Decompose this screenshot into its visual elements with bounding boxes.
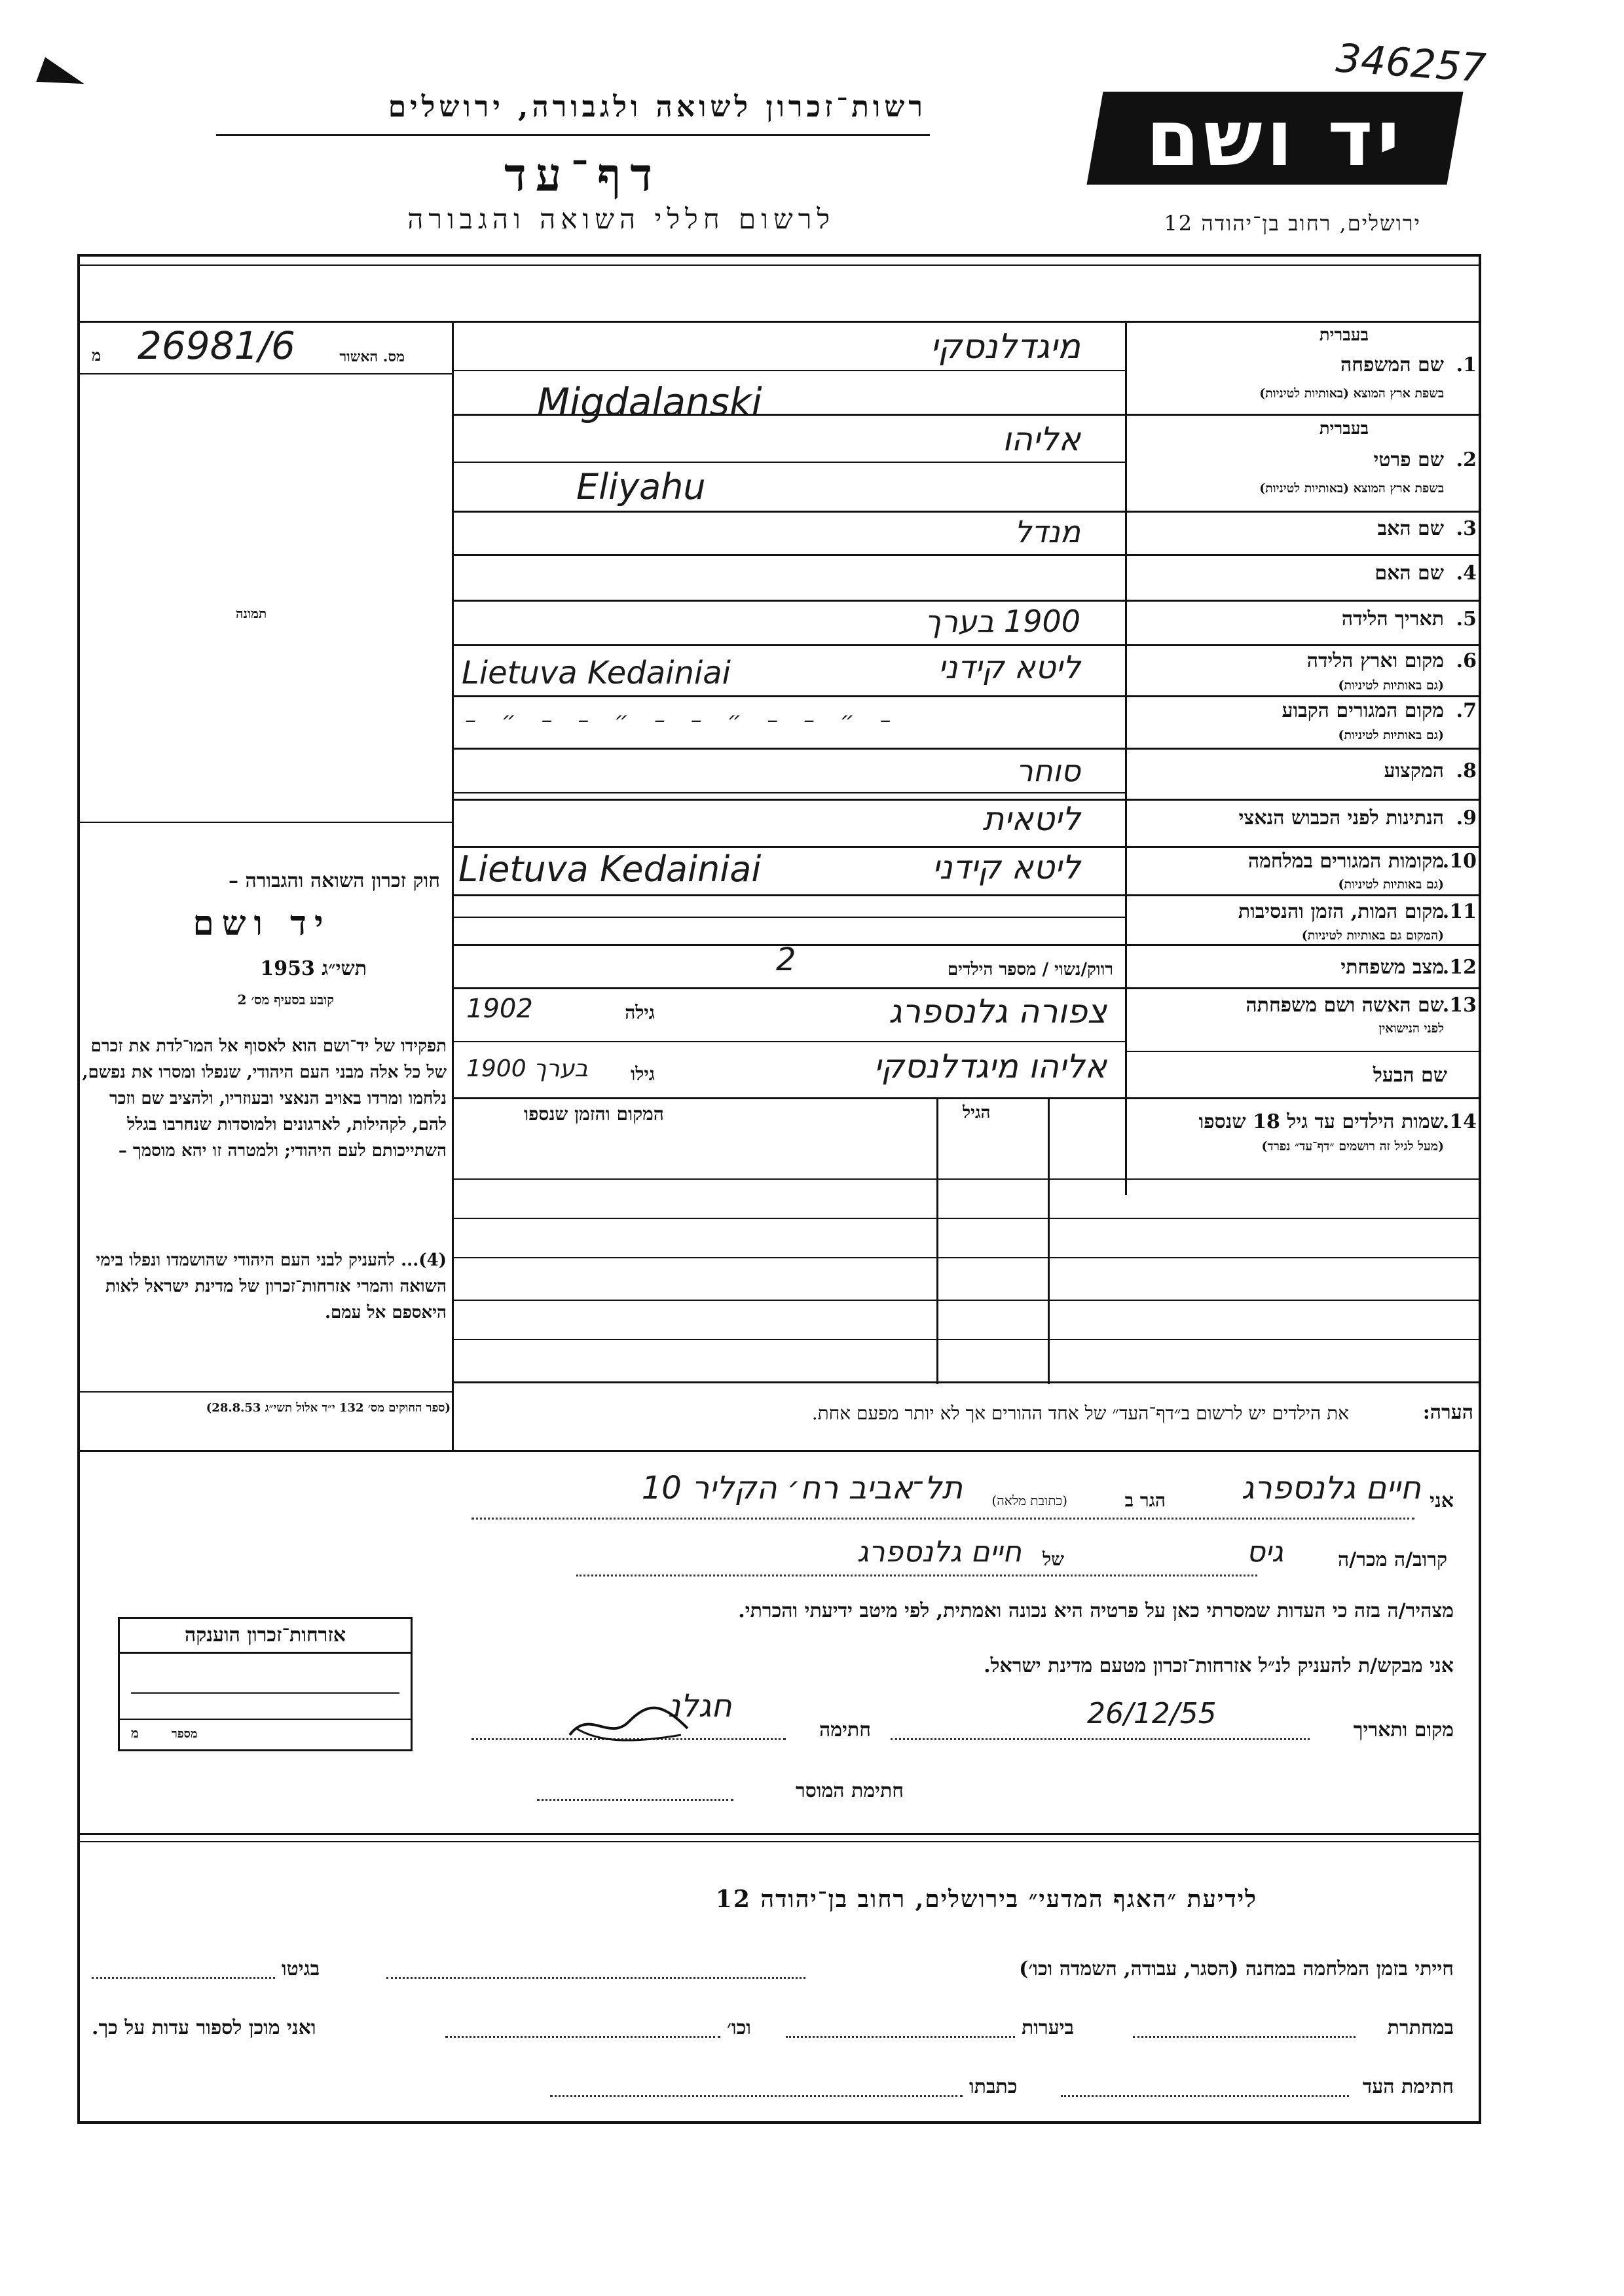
f5-value: 1900 בערך [925, 604, 1080, 639]
f13-wife-age-label: גילה [625, 1002, 655, 1023]
form-subtitle: לרשום חללי השואה והגבורה [407, 203, 835, 235]
row9-bottom [452, 846, 1480, 848]
authority-title: רשות־זכרון לשואה ולגבורה, ירושלים [388, 90, 927, 124]
f5-label: תאריך הלידה [1341, 608, 1444, 630]
decl-signature-label: חתימה [819, 1719, 871, 1741]
decl-of-value: חיים גלנספרג [857, 1535, 1022, 1569]
f3-value: מנדל [1014, 514, 1080, 549]
row5-bottom [452, 644, 1480, 646]
f3-num: 3. [1456, 517, 1477, 540]
children-bottom [452, 1381, 1480, 1383]
f7-label: מקום המגורים הקבוע [1282, 699, 1444, 722]
corner-arrow-icon [36, 57, 88, 98]
husband-age-label: גילו [631, 1063, 655, 1085]
bottom-line3-dots1 [1061, 2095, 1349, 2097]
decl-statement1: מצהיר/ה בזה כי העדות שמסרתי כאן על פרטיה היא נכונה ואמתית, לפי מיטב ידיעתי והכרתי. [738, 1599, 1454, 1622]
decl-gar-b: הגר ב [1124, 1489, 1166, 1511]
signature-scribble [563, 1696, 694, 1748]
photo-label: תמונה [236, 606, 267, 621]
children-row4 [452, 1300, 1480, 1301]
f8-num: 8. [1456, 759, 1477, 782]
row11-bottom [452, 944, 1480, 946]
f6-label: מקום וארץ הלידה [1306, 649, 1444, 672]
frame-top [77, 254, 1480, 257]
f1-sub: בשפת ארץ המוצא (באותיות לטיניות) [1259, 386, 1444, 401]
decl-statement2: אני מבקש/ת להעניק לנ״ל אזרחות־זכרון מטעם מדינת ישראל. [984, 1654, 1454, 1677]
bottom-line2-mid2: וכו׳ [727, 2016, 751, 2039]
f11-label: מקום המות, הזמן והנסיבות [1238, 900, 1444, 923]
note-label: הערה: [1422, 1401, 1473, 1424]
f14-col-age: הגיל [963, 1103, 991, 1123]
children-row2 [452, 1218, 1480, 1219]
bottom-line1-dots [386, 1977, 805, 1979]
law-line1: חוק זכרון השואה והגבורה – [229, 869, 440, 892]
law-line4: קובע בסעיף מס׳ 2 [237, 992, 334, 1008]
decl-name: חיים גלנספרג [1241, 1470, 1421, 1506]
children-row3 [452, 1257, 1480, 1258]
decl-date-line [891, 1738, 1310, 1740]
citizenship-line2 [118, 1719, 413, 1720]
row12-bottom [452, 987, 1480, 989]
f7-num: 7. [1456, 699, 1477, 722]
row2-bottom [452, 511, 1480, 513]
f1-label: שם המשפחה [1340, 354, 1444, 376]
row1-bottom [452, 414, 1480, 416]
f10-num: 10. [1442, 850, 1477, 873]
bottom-line1-end [92, 1977, 275, 1979]
row13a-line [452, 1041, 1125, 1042]
f3-label: שם האב [1377, 517, 1444, 540]
law-paragraph2: (4)... להעניק לבני העם היהודי שהושמדו ונפלו בימי השואה והמרי אזרחות־זכרון של מדינת ישראל לאות היאספם אל עמם. [96, 1250, 447, 1322]
decl-line2 [576, 1575, 1257, 1576]
f8-label: המקצוע [1384, 759, 1444, 782]
f10-sub: (גם באותיות לטיניות) [1338, 877, 1444, 892]
f9-num: 9. [1456, 807, 1477, 829]
f4-num: 4. [1456, 562, 1477, 585]
bottom-line2-dots2 [786, 2036, 1015, 2038]
husband-row-bottom [452, 1097, 1480, 1099]
header-address: ירושלים, רחוב בן־יהודה 12 [1164, 211, 1421, 236]
decl-date: 26/12/55 [1087, 1697, 1217, 1730]
husband-label: שם הבעל [1373, 1064, 1447, 1087]
f14-label: שמות הילדים עד גיל 18 שנספו [1198, 1110, 1444, 1133]
f13-num: 13. [1442, 994, 1477, 1017]
decl-receiver-line [537, 1799, 733, 1801]
decl-address: תל־אביב רח׳ הקליר 10 [641, 1470, 963, 1506]
f2-label: שם פרטי [1373, 448, 1444, 471]
bottom-line3-label: חתימת העד [1362, 2075, 1454, 2098]
decl-ani: אני [1430, 1489, 1454, 1512]
row11a-line [452, 917, 1125, 918]
archive-number: 346257 [1334, 35, 1488, 92]
f12-options: רווק/נשוי / מספר הילדים [947, 960, 1113, 979]
f1-value-latin: Migdalanski [537, 380, 762, 424]
f9-value: ליטאית [982, 800, 1080, 838]
row4-bottom [452, 600, 1480, 602]
f6-num: 6. [1456, 649, 1477, 672]
bottom-line3-mid: כתבתו [969, 2075, 1018, 2098]
f1-value-hebrew: מיגדלנסקי [930, 327, 1080, 367]
citizenship-number-prefix: מ [131, 1725, 139, 1741]
bottom-line2-mid1: ביערות [1022, 2016, 1075, 2039]
row8-bottom [452, 799, 1480, 801]
f9-label: הנתינות לפני הכבוש הנאצי [1238, 807, 1444, 829]
f11-num: 11. [1442, 900, 1477, 923]
children-row5 [452, 1339, 1480, 1340]
approval-underline [77, 373, 452, 374]
decl-line1 [471, 1518, 1414, 1520]
children-row1 [452, 1178, 1480, 1180]
f5-num: 5. [1456, 608, 1477, 630]
authority-underline [216, 134, 930, 136]
row1a-line [452, 370, 1125, 371]
husband-age: 1900 בערך [466, 1055, 589, 1082]
law-paragraph1: תפקידו של יד־ושם הוא לאסוף אל המו־לדת את זכרם של כל אלה מבני העם היהודי, שנפלו ומסרו את נפשם, נלחמו ומרדו באויב הנאצי ובעוזריו, ולהציב שם וזכר להם, לקהילות, לארגונים ולמוסדות שנחרבו בגלל השתייכותם לעם היהודי; ולמטרה זו יהא מוסמך – [82, 1036, 447, 1161]
bottom-line1-suffix: בגיטו [282, 1958, 320, 1980]
f10-value-hebrew: ליטא קידני [932, 848, 1080, 886]
bottom-line2-label: במחתרת [1387, 2016, 1454, 2039]
note-text: את הילדים יש לרשום ב״דף־העד״ של אחד ההורים אך לא יותר מפעם אחת. [811, 1402, 1349, 1424]
f14-col-place: המקום והזמן שנספו [524, 1103, 664, 1125]
f7-sub: (גם באותיות לטיניות) [1338, 728, 1444, 742]
bottom-line1-label: חייתי בזמן המלחמה במחנה (הסגר, עבודה, השמדה וכו׳) [1019, 1958, 1454, 1980]
row6-bottom [452, 695, 1480, 697]
law-footnote-top [77, 1391, 452, 1393]
law-line3: תשי״ג 1953 [260, 957, 367, 980]
f1-lang-tag: בעברית [1319, 325, 1369, 345]
f7-value: – ״ – – ״ – – ״ – – ״ – [465, 707, 900, 733]
form-top-line [77, 321, 1480, 323]
row7-bottom [452, 748, 1480, 750]
f2-num: 2. [1456, 448, 1477, 471]
decl-receiver-label: חתימת המוסר [796, 1779, 904, 1802]
f2-value-hebrew: אליהו [1002, 420, 1080, 458]
row2a-line [452, 462, 1125, 463]
children-age-col-right [1048, 1097, 1050, 1384]
bottom-separator-2 [77, 1841, 1480, 1842]
bottom-heading: לידיעת ״האגף המדעי״ בירושלים, רחוב בן־יהודה 12 [715, 1886, 1257, 1913]
note-bottom [77, 1450, 1480, 1452]
frame-bottom [77, 2121, 1481, 2124]
citizenship-number-label: מספר [172, 1727, 198, 1741]
approval-prefix: מ [92, 346, 101, 365]
row10-bottom [452, 894, 1480, 896]
citizenship-title: אזרחות־זכרון הוענקה [118, 1624, 413, 1654]
law-line2: יד ושם [193, 903, 331, 943]
children-age-col-left [936, 1097, 938, 1384]
form-title: דף־עד [504, 147, 661, 202]
husband-name: אליהו מיגדלנסקי [874, 1048, 1107, 1085]
f8-value: סוחר [1016, 753, 1080, 788]
f2-lang-tag: בעברית [1319, 419, 1369, 439]
approval-label: מס. האשור [339, 348, 405, 365]
decl-address-hint: (כתובת מלאה) [991, 1493, 1067, 1508]
f13-label: שם האשה ושם משפחתה [1246, 994, 1444, 1017]
f12-num: 12. [1442, 956, 1477, 979]
f6-value-latin: Lietuva Kedainiai [462, 655, 731, 691]
f13-sub: לפני הנישואין [1378, 1021, 1444, 1036]
row13-bottom [1125, 1051, 1480, 1052]
yad-vashem-logo: יד ושם [1086, 92, 1463, 185]
row7b-bottom [452, 792, 1125, 793]
bottom-line2-suffix: ואני מוכן לספור עדות על כך. [92, 2016, 316, 2039]
bottom-separator [77, 1833, 1480, 1835]
f13-wife-age: 1902 [466, 994, 533, 1024]
bottom-line2-dots1 [1133, 2036, 1356, 2038]
left-panel-divider [452, 321, 454, 1450]
bottom-line2-dots3 [445, 2036, 720, 2038]
label-column-divider [1125, 321, 1127, 1195]
bottom-line3-dots2 [550, 2095, 963, 2097]
row3-bottom [452, 554, 1480, 556]
law-footnote: (ספר החוקים מס׳ 132 י״ד אלול תשי״ג 28.8.53) [206, 1401, 451, 1415]
decl-relation: גיס [1246, 1535, 1283, 1569]
f6-sub: (גם באותיות לטיניות) [1338, 678, 1444, 693]
decl-signature: חגלנ [668, 1688, 732, 1724]
f10-label: מקומות המגורים במלחמה [1247, 850, 1444, 873]
f10-value-latin: Lietuva Kedainiai [458, 848, 762, 890]
f11-sub: (המקום גם באותיות לטיניות) [1301, 928, 1444, 943]
f14-num: 14. [1442, 1110, 1477, 1133]
f1-num: 1. [1456, 354, 1477, 376]
citizenship-line1 [131, 1692, 399, 1694]
f12-label: מצב משפחתי [1340, 956, 1444, 979]
decl-place-date-label: מקום ותאריך [1353, 1719, 1454, 1741]
f12-children-count: 2 [776, 941, 796, 978]
f6-value-hebrew: ליטא קידני [938, 649, 1080, 686]
decl-of-label: של [1043, 1548, 1064, 1570]
f14-sub: (מעל לגיל זה רושמים ״דף־עד״ נפרד) [1261, 1139, 1444, 1154]
frame-top-inner [77, 264, 1480, 266]
photo-bottom-line [77, 822, 452, 823]
decl-relation-label: קרוב/ה מכר/ה [1338, 1548, 1447, 1571]
approval-number: 26981/6 [138, 323, 295, 368]
f2-value-latin: Eliyahu [576, 466, 706, 507]
f4-label: שם האם [1375, 562, 1444, 585]
f13-wife-name: צפורה גלנספרג [889, 993, 1107, 1030]
f2-sub: בשפת ארץ המוצא (באותיות לטיניות) [1259, 481, 1444, 496]
